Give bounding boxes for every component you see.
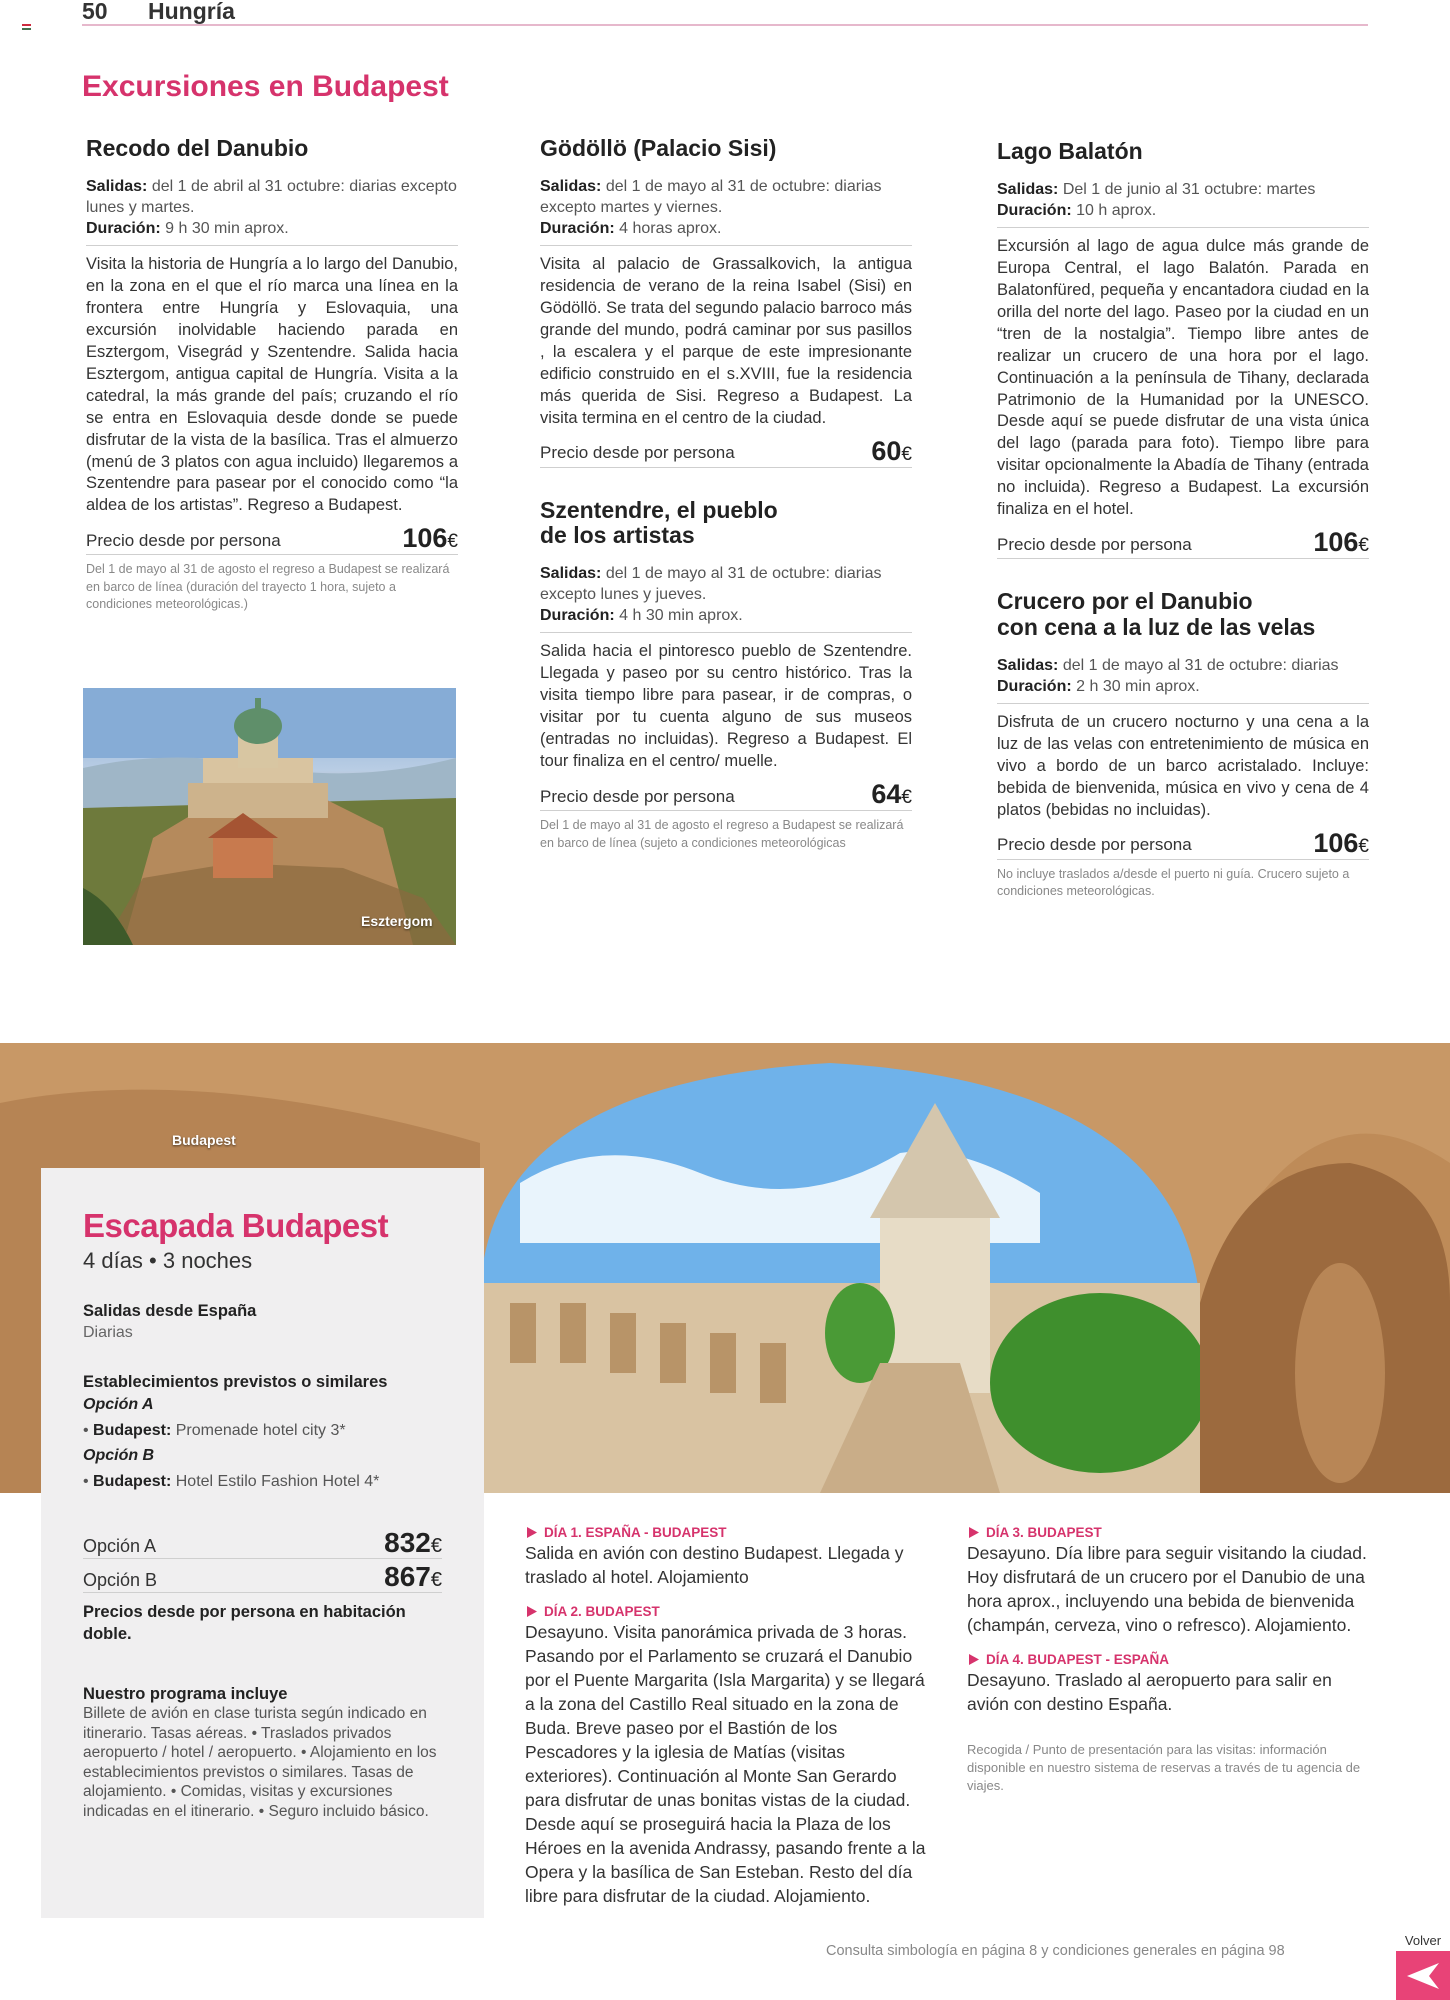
price-row-option-b: Opción B 867€ <box>83 1560 442 1592</box>
option-a-label: Opción A <box>83 1396 154 1414</box>
excursion-title: Szentendre, el pueblo de los artistas <box>540 496 778 549</box>
excursion-price-row <box>540 435 912 468</box>
play-icon <box>525 1605 538 1618</box>
excursion-salidas: Salidas: del 1 de mayo al 31 de octubre: diarias excepto lunes y jueves. <box>540 565 882 604</box>
option-b-label: Opción B <box>83 1447 155 1465</box>
excursion-title: Recodo del Danubio <box>86 135 309 161</box>
hungary-flag-icon <box>22 24 31 30</box>
excursion-title: Gödöllö (Palacio Sisi) <box>540 135 777 161</box>
excursion-description: Visita la historia de Hungría a lo largo del Danubio, en la zona en el que el río marca una línea en la frontera entre Hungría y Eslovaquia, una excursión inolvidable haciendo parada en Esztergom, Visegrád y Szentendre. Salida hacia Esztergom, antigua capital de Hungría. Visita a la catedral, la más grande del país; cruzando el río se entra en Eslovaquia desde donde se puede disfrutar de la vista de la basílica. Tras el almuerzo (menú de 3 platos con agua incluido) llegaremos a Szentendre para pasear por el conocido como “la aldea de los artistas”. Regreso a Budapest. <box>86 255 458 515</box>
back-arrow-button[interactable] <box>1396 1951 1450 2000</box>
excursion-price-row <box>997 529 1369 559</box>
excursion-duracion: Duración: 2 h 30 min aprox. <box>997 676 1369 704</box>
excursion-title: Crucero por el Danubio con cena a la luz de las velas <box>997 588 1316 640</box>
play-icon <box>525 1526 538 1539</box>
excursion-note: No incluye traslados a/desde el puerto ni guía. Crucero sujeto a condiciones meteorológicas. <box>997 866 1350 899</box>
back-button[interactable] <box>1396 1933 1450 2000</box>
photo-caption: Budapest <box>172 1132 236 1148</box>
incluye-heading: Nuestro programa incluye <box>83 1685 288 1704</box>
package-title: Escapada Budapest <box>83 1207 389 1244</box>
photo-caption: Esztergom <box>361 913 433 929</box>
price-value: 106€ <box>1313 827 1369 858</box>
package-prices <box>83 1526 442 1593</box>
price-value: 106€ <box>402 523 458 554</box>
excursion-duracion: Duración: 4 h 30 min aprox. <box>540 605 912 633</box>
section-title: Excursiones en Budapest <box>82 70 449 103</box>
excursion-crucero <box>997 589 1369 900</box>
excursion-salidas: Salidas: Del 1 de junio al 31 octubre: martes <box>997 180 1316 198</box>
price-value: 64€ <box>871 779 912 810</box>
pickup-note: Recogida / Punto de presentación para las visitas: información disponible en nuestro sistema de reservas a través de tu agencia de viajes. <box>967 1741 1361 1794</box>
prices-note: Precios desde por persona en habitación doble. <box>83 1602 406 1643</box>
excursion-duracion: Duración: 10 h aprox. <box>997 200 1369 228</box>
itinerary-column-2 <box>967 1525 1372 1795</box>
excursions-column-2 <box>540 136 912 882</box>
price-label: Precio desde por persona <box>997 535 1192 555</box>
excursion-duracion: Duración: 9 h 30 min aprox. <box>86 218 458 246</box>
excursion-description: Visita al palacio de Grassalkovich, la antigua residencia de verano de la reina Isabel (Sisi) en Gödöllö. Se trata del segundo palacio barroco más grande del mundo, podrá caminar por sus pasillos , la escalera y el parque de este impresionante edificio construido en el s.XVIII, fue la residencia más querida de Sisi. Regreso a Budapest. La visita termina en el centro de la ciudad. <box>540 255 912 427</box>
package-duration: 4 días • 3 noches <box>83 1248 253 1274</box>
escapada-budapest-card <box>41 1168 484 1918</box>
excursion-note: Del 1 de mayo al 31 de agosto el regreso a Budapest se realizará en barco de línea (duración del trayecto 1 hora, sujeto a condiciones meteorológicas.) <box>86 562 450 612</box>
itinerary-day-heading: DÍA 1. ESPAÑA - BUDAPEST <box>525 1525 930 1540</box>
excursion-balaton <box>997 139 1369 559</box>
salidas-heading: Salidas desde España <box>83 1302 257 1321</box>
establecimientos-heading: Establecimientos previstos o similares <box>83 1373 388 1392</box>
play-icon <box>967 1653 980 1666</box>
itinerary-day-text: Desayuno. Traslado al aeropuerto para salir en avión con destino España. <box>967 1669 1332 1714</box>
price-label: Precio desde por persona <box>540 443 735 463</box>
excursion-description: Disfruta de un crucero nocturno y una cena a la luz de las velas con entretenimiento de música en vivo a bordo de un barco acristalado. Incluye: bebida de bienvenida, música en vivo y cena de 4 platos (bebidas no incluidas). <box>997 712 1369 819</box>
salidas-value: Diarias <box>83 1324 133 1342</box>
excursion-price-row <box>86 525 458 555</box>
price-label: Precio desde por persona <box>86 531 281 551</box>
excursion-title: Lago Balatón <box>997 138 1143 164</box>
excursion-salidas: Salidas: del 1 de abril al 31 octubre: diarias excepto lunes y martes. <box>86 177 457 216</box>
esztergom-illustration <box>83 688 456 945</box>
back-label[interactable]: Volver <box>1404 1933 1442 1948</box>
excursion-price-row <box>997 827 1369 860</box>
excursions-column-1 <box>86 136 458 644</box>
play-icon <box>967 1526 980 1539</box>
excursion-recodo-danubio <box>86 136 458 614</box>
back-arrow-icon <box>1405 1961 1441 1991</box>
excursions-column-3 <box>997 139 1369 931</box>
itinerary-day-heading: DÍA 3. BUDAPEST <box>967 1525 1372 1540</box>
itinerary-day-text: Desayuno. Visita panorámica privada de 3 horas. Pasando por el Parlamento se cruzará el Danubio por el Puente Margarita (Isla Margarita) y se llegará a la zona del Castillo Real situado en la zona de Buda. Breve paseo por el Bastión de los Pescadores y la iglesia de Matías (visitas exteriores). Continuación al Monte San Gerardo para disfrutar de unas bonitas vistas de la ciudad. Desde aquí se proseguirá hacia la Plaza de los Héroes en la avenida Andrassy, pasando frente a la Opera y la basílica de San Esteban. Resto del día libre para disfrutar de la ciudad. Alojamiento. <box>525 1621 926 1906</box>
excursion-duracion: Duración: 4 horas aprox. <box>540 218 912 246</box>
price-label: Precio desde por persona <box>540 786 735 806</box>
excursion-godollo <box>540 136 912 468</box>
price-value: 60€ <box>871 435 912 466</box>
price-value: 106€ <box>1313 527 1369 558</box>
itinerary-day-heading: DÍA 2. BUDAPEST <box>525 1604 930 1619</box>
itinerary-day-text: Desayuno. Día libre para seguir visitando la ciudad. Hoy disfrutará de un crucero por el Danubio de una hora aprox., incluyendo una bebida de bienvenida (champán, cerveza, vino o refresco). Alojamiento. <box>967 1543 1367 1635</box>
price-row-option-a: Opción A 832€ <box>83 1526 442 1558</box>
excursion-note: Del 1 de mayo al 31 de agosto el regreso a Budapest se realizará en barco de línea (sujeto a condiciones meteorológicas <box>540 818 904 850</box>
excursion-description: Excursión al lago de agua dulce más grande de Europa Central, el lago Balatón. Parada en Balatonfüred, pequeña y encantadora ciudad en la orilla del norte del lago. Paseo por la ciudad en un “tren de la nostalgia”. Tiempo libre antes de realizar un crucero de una hora por el lago. Continuación a la península de Tihany, declarada Patrimonio de la Humanidad por la UNESCO. Desde aquí se puede disfrutar de una vista única del lago (parada para foto). Tiempo libre para visitar opcionalmente la Abadía de Tihany (entrada no incluida). Regreso a Budapest. La excursión finaliza en el hotel. <box>997 236 1369 519</box>
itinerary-column-1 <box>525 1525 930 1923</box>
itinerary-day-heading: DÍA 4. BUDAPEST - ESPAÑA <box>967 1652 1372 1667</box>
country-title: Hungría <box>148 0 235 24</box>
excursion-salidas: Salidas: del 1 de mayo al 31 de octubre: diarias <box>997 656 1339 674</box>
excursion-price-row <box>540 781 912 811</box>
option-a-hotel: • Budapest: Promenade hotel city 3* <box>83 1421 346 1439</box>
incluye-text: Billete de avión en clase turista según indicado en itinerario. Tasas aéreas. • Traslados privados aeropuerto / hotel / aeropuerto. • Alojamiento en los establecimientos previstos o similares. Tasas de alojamiento. • Comidas, visitas y excursiones indicadas en el itinerario. • Seguro incluido básico. <box>83 1705 437 1820</box>
footer-note: Consulta simbología en página 8 y condiciones generales en página 98 <box>826 1943 1285 1959</box>
price-label: Precio desde por persona <box>997 835 1192 855</box>
excursion-description: Salida hacia el pintoresco pueblo de Szentendre. Llegada y paseo por su centro histórico. Tras la visita tiempo libre para pasear, ir de compras, o visitar por tu cuenta alguno de sus museos (entradas no incluidas). Regreso a Budapest. El tour finaliza en el centro/ muelle. <box>540 642 912 771</box>
excursion-szentendre <box>540 498 912 852</box>
itinerary-day-text: Salida en avión con destino Budapest. Llegada y traslado al hotel. Alojamiento <box>525 1543 904 1587</box>
page-header <box>82 0 1368 26</box>
option-b-hotel: • Budapest: Hotel Estilo Fashion Hotel 4* <box>83 1473 380 1491</box>
excursion-salidas: Salidas: del 1 de mayo al 31 de octubre: diarias excepto martes y viernes. <box>540 177 882 216</box>
esztergom-photo <box>83 688 456 945</box>
page-number: 50 <box>82 0 108 24</box>
